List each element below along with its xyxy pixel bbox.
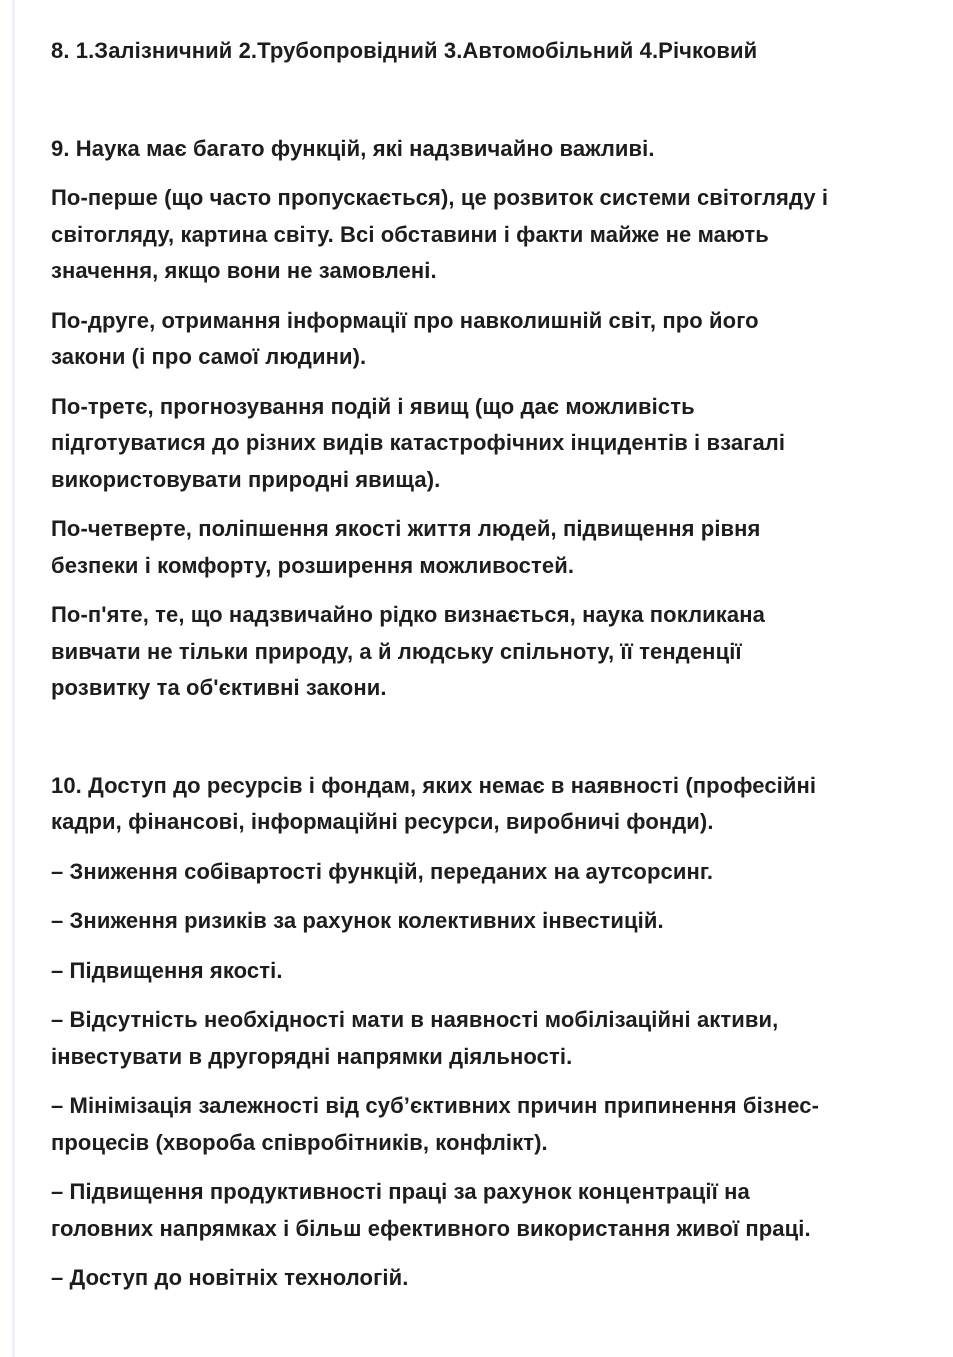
line: підготуватися до різних видів катастрофічних інцидентів і взагалі xyxy=(51,430,786,455)
line: – Підвищення продуктивності праці за рахунок концентрації на xyxy=(51,1179,750,1204)
line: головних напрямках і більш ефективного використання живої праці. xyxy=(51,1215,811,1241)
line: – Зниження собівартості функцій, переданих на аутсорсинг. xyxy=(51,858,714,884)
line: По-перше (що часто пропускається), це розвиток системи світогляду і xyxy=(51,185,829,210)
line: вивчати не тільки природу, а й людську спільноту, її тенденції xyxy=(51,638,742,664)
line: світогляду, картина світу. Всі обставини і факти майже не мають xyxy=(51,221,769,247)
line: – Зниження ризиків за рахунок колективних інвестицій. xyxy=(51,908,664,933)
line: – Мінімізація залежності від суб’єктивних причин припинення бізнес- xyxy=(51,1093,820,1118)
answer-10-item-7 xyxy=(51,1260,951,1297)
line: – Відсутність необхідності мати в наявності мобілізаційні активи, xyxy=(51,1007,779,1032)
line: процесів (хвороба співробітників, конфлікт). xyxy=(51,1129,548,1155)
left-border xyxy=(12,0,15,1357)
answer-9-point-4 xyxy=(51,511,951,584)
answer-9-point-5 xyxy=(51,597,951,707)
line: – Підвищення якості. xyxy=(51,957,283,983)
answer-10-item-2 xyxy=(51,903,951,940)
line: використовувати природні явища). xyxy=(51,466,441,492)
line: По-друге, отримання інформації про навколишній світ, про його xyxy=(51,307,759,333)
answer-10-intro xyxy=(51,768,951,841)
line: розвитку та об'єктивні закони. xyxy=(51,675,387,700)
line: 10. Доступ до ресурсів і фондам, яких немає в наявності (професійні xyxy=(51,772,817,798)
line: кадри, фінансові, інформаційні ресурси, виробничі фонди). xyxy=(51,809,714,834)
answer-9-point-2 xyxy=(51,303,951,376)
line: По-третє, прогнозування подій і явищ (що дає можливість xyxy=(51,393,695,419)
answer-9-point-3 xyxy=(51,389,951,499)
line: інвестувати в другорядні напрямки діяльності. xyxy=(51,1043,573,1069)
answer-8: 8. 1.Залізничний 2.Трубопровідний 3.Автомобільний 4.Річковий xyxy=(51,38,758,63)
answer-10-item-5 xyxy=(51,1088,951,1161)
answer-10-item-1 xyxy=(51,854,951,891)
answer-content xyxy=(51,33,951,1297)
line: По-четверте, поліпшення якості життя людей, підвищення рівня xyxy=(51,516,761,541)
line: значення, якщо вони не замовлені. xyxy=(51,258,437,283)
answer-10-item-6 xyxy=(51,1174,951,1247)
line: безпеки і комфорту, розширення можливостей. xyxy=(51,552,575,578)
answer-9-point-1 xyxy=(51,180,951,290)
answer-9-intro: 9. Наука має багато функцій, які надзвичайно важливі. xyxy=(51,135,655,161)
answer-10-item-4 xyxy=(51,1002,951,1075)
answer-10-item-3 xyxy=(51,953,951,990)
line: По-п'яте, те, що надзвичайно рідко визнається, наука покликана xyxy=(51,602,765,627)
line: – Доступ до новітніх технологій. xyxy=(51,1265,409,1290)
line: закони (і про самої людини). xyxy=(51,344,367,369)
